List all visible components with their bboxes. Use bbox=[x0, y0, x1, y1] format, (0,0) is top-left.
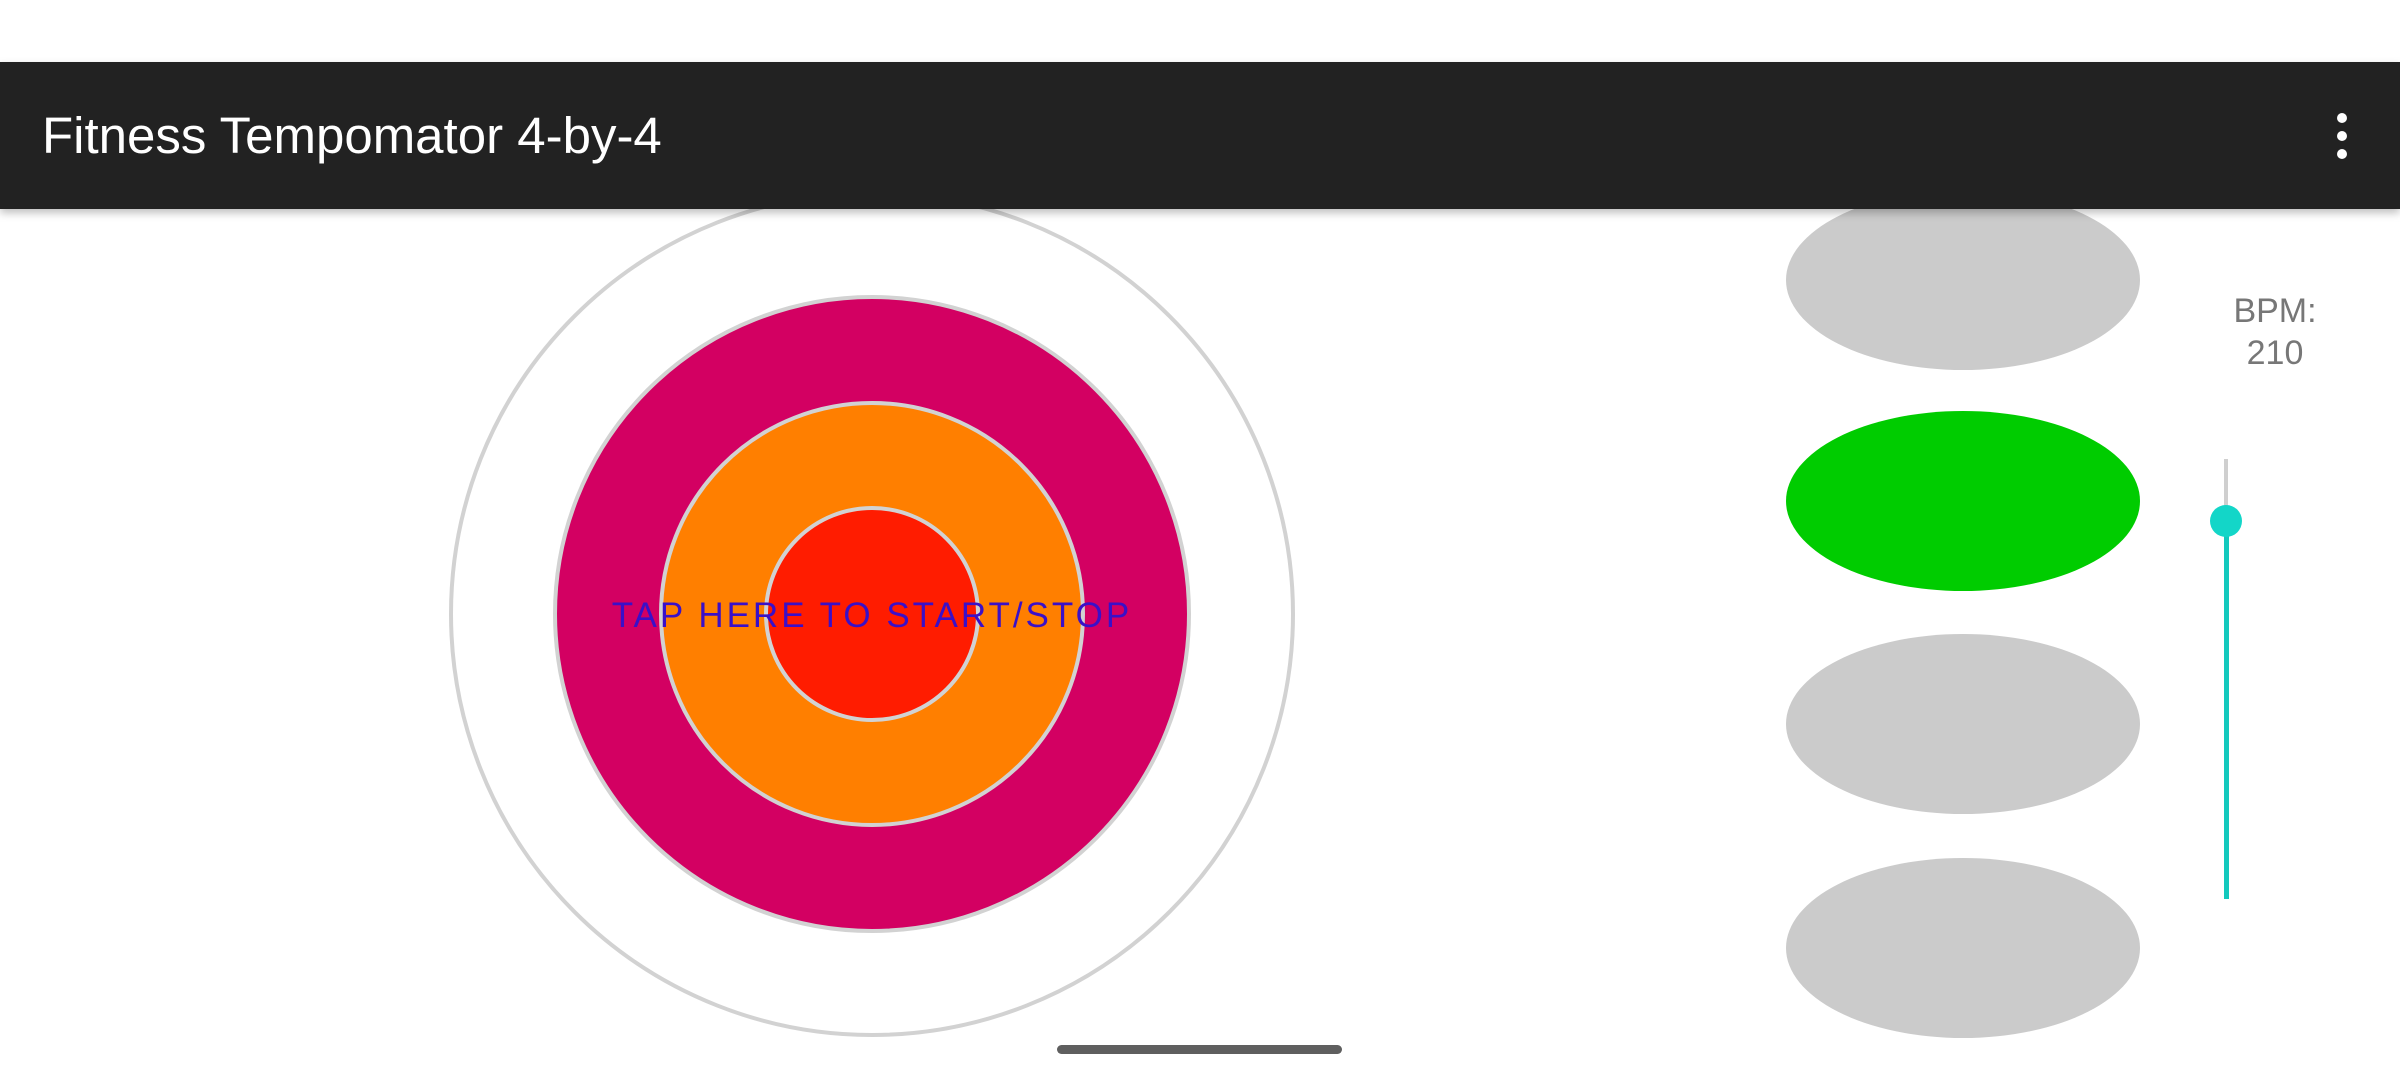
slider-thumb[interactable] bbox=[2210, 505, 2242, 537]
menu-dot bbox=[2337, 113, 2347, 123]
beat-indicator-4 bbox=[1786, 858, 2140, 1038]
beat-indicator-3 bbox=[1786, 634, 2140, 814]
bpm-label: BPM: bbox=[2233, 292, 2317, 330]
gesture-nav-handle[interactable] bbox=[1057, 1045, 1342, 1054]
more-vert-icon[interactable] bbox=[2320, 98, 2364, 174]
target-center bbox=[766, 508, 978, 720]
bpm-value: 210 bbox=[2246, 334, 2304, 372]
beat-indicator-2 bbox=[1786, 411, 2140, 591]
bpm-slider[interactable] bbox=[2194, 455, 2258, 907]
menu-dot bbox=[2337, 149, 2347, 159]
app-bar bbox=[0, 62, 2400, 209]
bpm-display bbox=[2200, 290, 2350, 374]
tap-to-start-stop-label: TAP HERE TO START/STOP bbox=[611, 596, 1133, 635]
app-title: Fitness Tempomator 4-by-4 bbox=[42, 107, 662, 164]
beat-indicator-1 bbox=[1786, 190, 2140, 370]
menu-dot bbox=[2337, 131, 2347, 141]
slider-fill bbox=[2224, 521, 2229, 899]
